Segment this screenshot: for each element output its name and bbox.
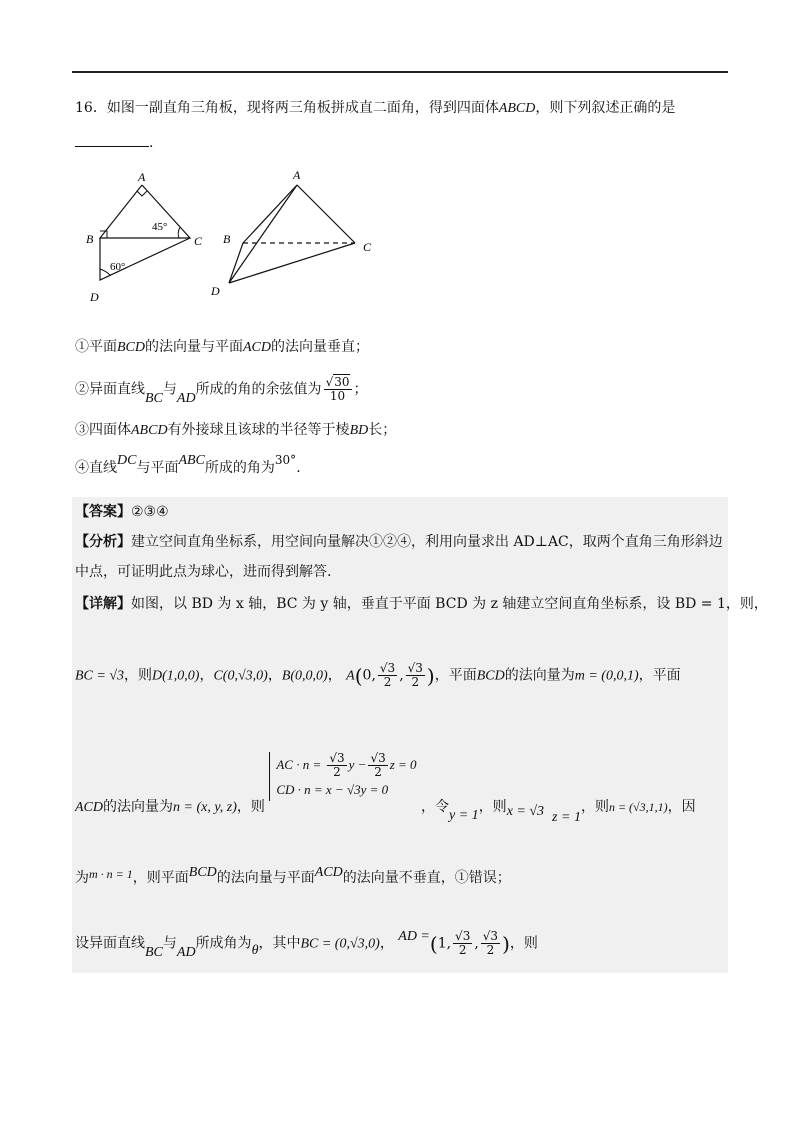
question-text: 如图一副直角三角板，现将两三角板拼成直二面角，得到四面体	[106, 100, 499, 116]
question-text-after: ，则下列叙述正确的是	[535, 100, 676, 116]
answer-value: ②③④	[131, 504, 169, 520]
detail-line-1: 【详解】如图，以 BD 为 x 轴，BC 为 y 轴，垂直于平面 BCD 为 z 轴建立空间直角坐标系，设 BD = 1，则，	[75, 596, 768, 612]
fig2-label-c: C	[363, 240, 372, 254]
tetra-label: ABCD	[498, 101, 536, 116]
detail-coordinates-line: BC = √3，则D(1,0,0)，C(0,√3,0)，B(0,0,0)， A(0, $\frac{√3}{2}$ , $\frac{√3}{2}$ )，平面BCD的法向量为m = (0,0,1)，平面	[75, 661, 681, 689]
option-2: ②异面直线BC与AD所成的角的余弦值为 $\frac{√30}{10}$ ；	[75, 375, 368, 406]
option-4: ④直线DC与平面ABC所成的角为30°.	[75, 453, 301, 476]
analysis-line-2: 中点，可证明此点为球心，进而得到解答.	[75, 564, 332, 580]
analysis-label: 【分析】	[75, 534, 131, 550]
fig1-label-a: A	[138, 170, 146, 184]
detail-label: 【详解】	[75, 596, 131, 612]
fig1-angle-45: 45°	[152, 221, 168, 233]
figure-left-triangles	[80, 165, 210, 310]
answer-label: 【答案】	[75, 504, 131, 520]
equation-system: AC · n = $\frac{√3}{2}$ y − $\frac{√3}{2}$ z = 0 CD · n = x − √3y = 0	[269, 752, 416, 801]
cosine-fraction: $\frac{√30}{10}$	[325, 375, 350, 403]
answer-blank	[75, 132, 149, 147]
top-rule	[72, 71, 728, 73]
option-3: ③四面体ABCD有外接球且该球的半径等于棱BD长；	[75, 422, 397, 438]
detail-angle-line: 设异面直线BC与AD所成角为θ，其中BC = (0,√3,0)， AD =(1, $\frac{√3}{2}$ , $\frac{√3}{2}$ )，则	[75, 928, 538, 960]
fig2-label-b: B	[223, 232, 231, 246]
option-1: ①平面BCD的法向量与平面ACD的法向量垂直；	[75, 339, 369, 355]
fig2-label-a: A	[293, 168, 301, 182]
answer-blank-line: .	[75, 132, 153, 153]
answer-line	[75, 502, 169, 522]
fig1-label-c: C	[194, 234, 203, 248]
figure-right-tetrahedron	[205, 165, 385, 300]
detail-system-line: ACD的法向量为n = (x, y, z)，则 AC · n = $\frac{√3}{2}$ y − $\frac{√3}{2}$ z = 0 CD · n = x − √3y = 0 ，令y = 1，则x = √3 z = 1，则n = (√3,1,1)，因	[75, 751, 696, 825]
analysis-line-1: 【分析】建立空间直角坐标系，用空间向量解决①②④，利用向量求出 AD⊥AC，取两个直角三角形斜边	[75, 534, 723, 550]
detail-conclusion-line: 为m · n = 1，则平面BCD的法向量与平面ACD的法向量不垂直，①错误；	[75, 865, 511, 886]
question-number: 16．	[75, 100, 107, 116]
fig1-label-d: D	[90, 290, 99, 304]
fig2-label-d: D	[211, 284, 220, 298]
question-line	[75, 98, 675, 119]
fig1-angle-60: 60°	[110, 261, 126, 273]
fig1-label-b: B	[86, 232, 94, 246]
